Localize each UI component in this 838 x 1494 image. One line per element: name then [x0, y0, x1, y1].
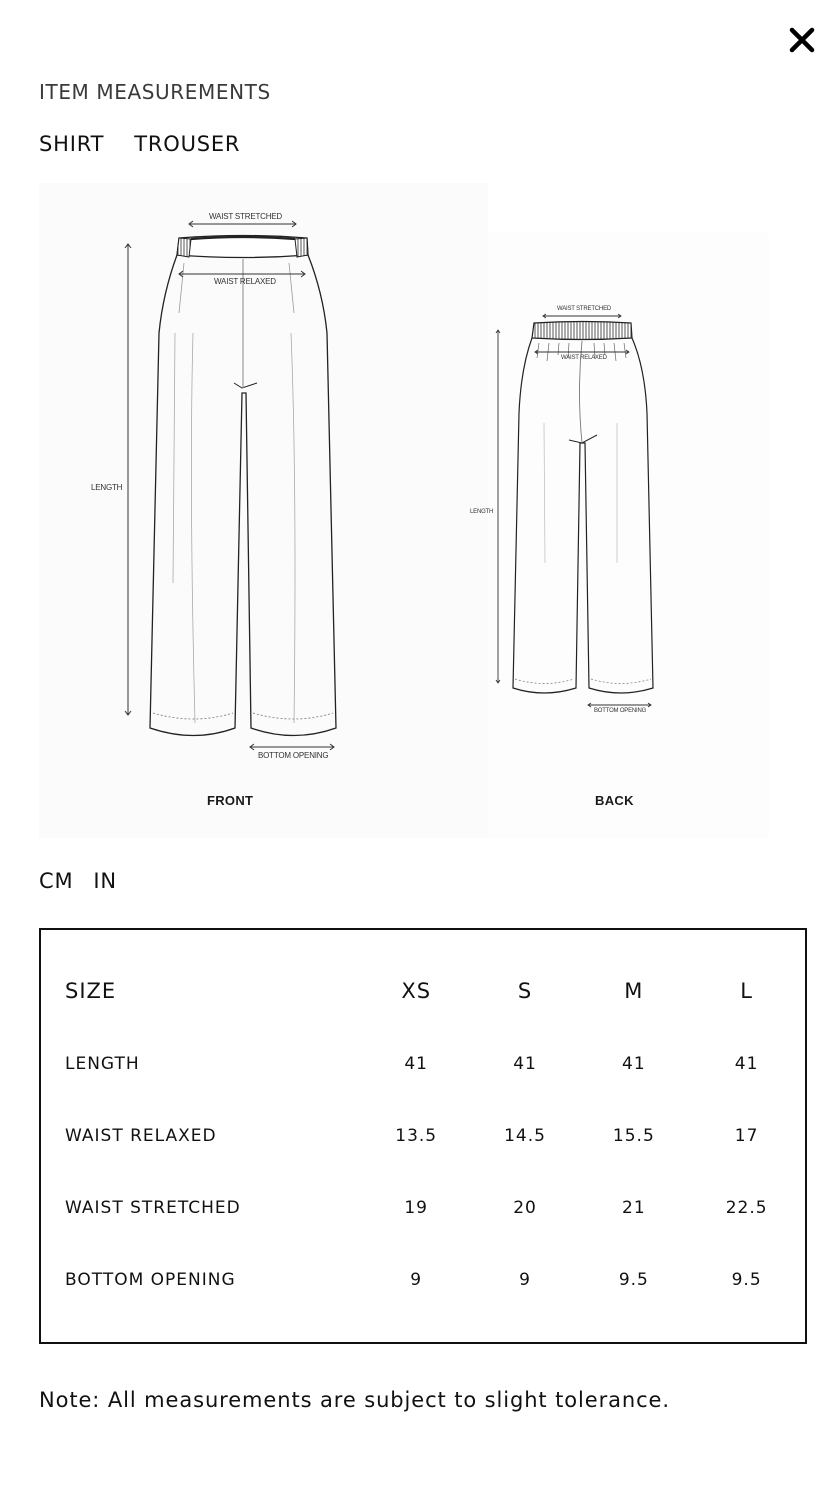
- header-s: S: [517, 979, 533, 1003]
- cell-value: 41: [513, 1054, 537, 1074]
- row-label: LENGTH: [65, 1054, 140, 1074]
- cell-value: 20: [513, 1198, 537, 1218]
- tab-in[interactable]: IN: [93, 869, 117, 893]
- product-tabs: [39, 132, 240, 156]
- back-waist-relaxed-label: WAIST RELAXED: [561, 355, 607, 361]
- tab-shirt[interactable]: SHIRT: [39, 132, 105, 156]
- back-view-label: BACK: [595, 793, 634, 808]
- cell-value: 41: [404, 1054, 428, 1074]
- trouser-illustration: [39, 183, 769, 838]
- cell-value: 9: [519, 1270, 531, 1290]
- front-view-label: FRONT: [207, 793, 254, 808]
- back-length-label: LENGTH: [470, 509, 494, 515]
- tab-trouser[interactable]: TROUSER: [134, 132, 241, 156]
- row-label: WAIST STRETCHED: [65, 1198, 241, 1218]
- cell-value: 17: [734, 1126, 759, 1146]
- back-dimension-arrows: [496, 314, 651, 707]
- tolerance-note: Note: All measurements are subject to slight tolerance.: [39, 1388, 670, 1412]
- table-row: [65, 1100, 805, 1172]
- header-size: SIZE: [65, 979, 117, 1003]
- table-row: [65, 1244, 805, 1316]
- front-dimension-arrows: [125, 221, 334, 750]
- table-header-row: [65, 954, 805, 1028]
- front-trouser-drawing: [150, 236, 336, 736]
- unit-tabs: [39, 869, 117, 893]
- table-row: [65, 1172, 805, 1244]
- cell-value: 22.5: [725, 1198, 768, 1218]
- cell-value: 41: [622, 1054, 646, 1074]
- front-waist-stretched-label: WAIST STRETCHED: [209, 212, 283, 221]
- header-xs: XS: [401, 979, 432, 1003]
- size-table-container: [39, 928, 807, 1344]
- header-m: M: [624, 979, 644, 1003]
- cell-value: 15.5: [612, 1126, 655, 1146]
- cell-value: 21: [622, 1198, 646, 1218]
- front-bottom-opening-label: BOTTOM OPENING: [258, 751, 329, 760]
- cell-value: 9: [410, 1270, 423, 1290]
- back-waist-stretched-label: WAIST STRETCHED: [557, 306, 612, 312]
- modal-title: ITEM MEASUREMENTS: [39, 80, 271, 104]
- close-icon: [789, 27, 815, 53]
- front-waist-relaxed-label: WAIST RELAXED: [214, 277, 276, 286]
- cell-value: 14.5: [504, 1126, 546, 1146]
- cell-value: 41: [734, 1054, 759, 1074]
- close-button[interactable]: [786, 24, 818, 56]
- header-l: L: [740, 979, 753, 1003]
- measurement-diagram: [39, 183, 769, 838]
- row-label: WAIST RELAXED: [65, 1126, 217, 1146]
- back-trouser-drawing: [513, 322, 653, 694]
- tab-cm[interactable]: CM: [39, 869, 74, 893]
- front-length-label: LENGTH: [91, 483, 123, 492]
- table-row: [65, 1028, 805, 1100]
- size-table: [65, 954, 805, 1316]
- cell-value: 9.5: [618, 1270, 649, 1290]
- row-label: BOTTOM OPENING: [65, 1270, 236, 1290]
- back-bottom-opening-label: BOTTOM OPENING: [594, 708, 647, 714]
- cell-value: 13.5: [395, 1126, 438, 1146]
- cell-value: 9.5: [731, 1270, 762, 1290]
- cell-value: 19: [404, 1198, 428, 1218]
